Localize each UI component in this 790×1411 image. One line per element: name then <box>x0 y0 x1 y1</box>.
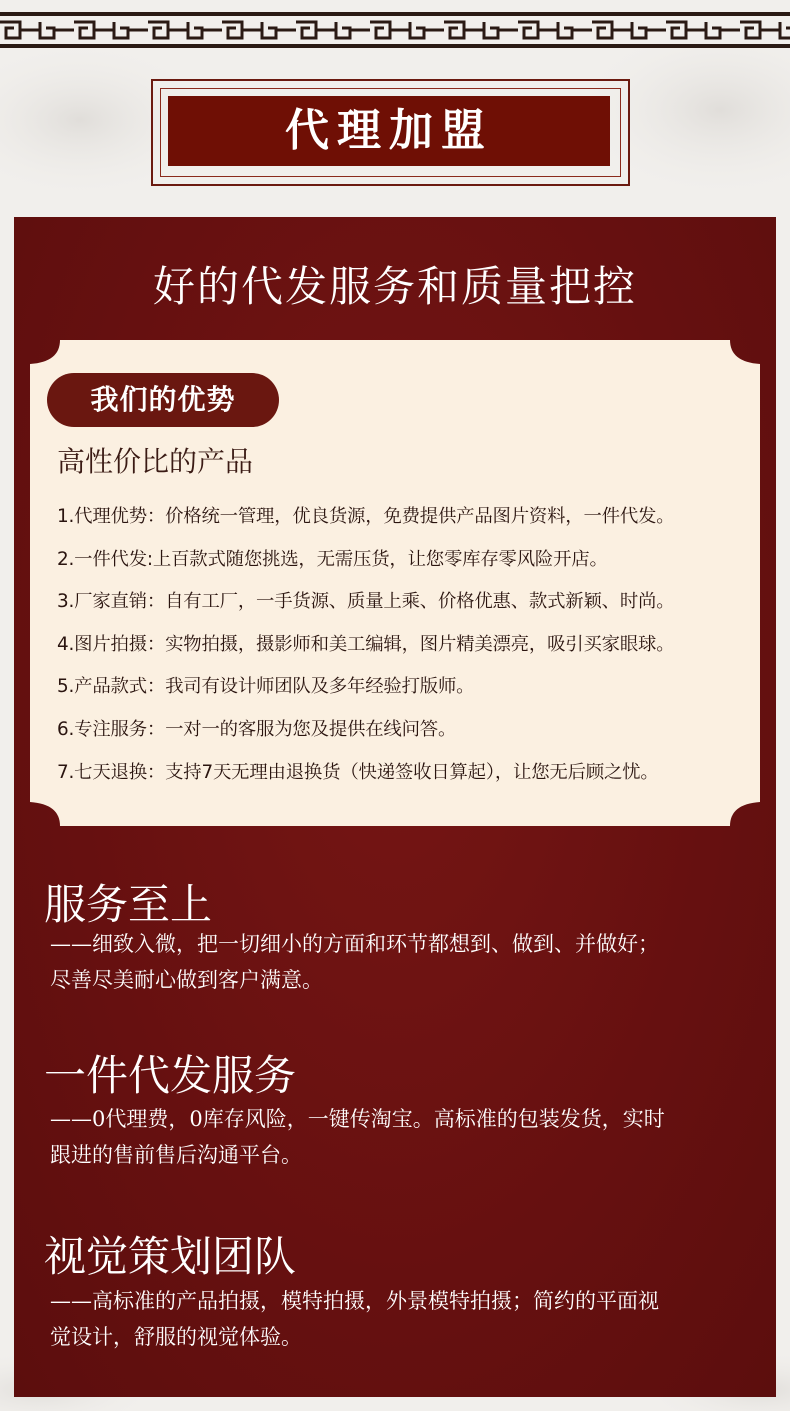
section-body <box>50 926 750 998</box>
section-line: ——0代理费，0库存风险，一键传淘宝。高标准的包装发货，实时 <box>50 1107 665 1131</box>
list-item: 1.代理优势：价格统一管理，优良货源，免费提供产品图片资料，一件代发。 <box>57 506 675 527</box>
list-item: 6.专注服务：一对一的客服为您及提供在线问答。 <box>57 718 457 740</box>
section-body <box>50 1101 750 1173</box>
panel-heading: 好的代发服务和质量把控 <box>152 262 637 311</box>
section-line: 尽善尽美耐心做到客户满意。 <box>50 968 323 992</box>
list-item: 2.一件代发:上百款式随您挑选，无需压货，让您零库存零风险开店。 <box>57 548 608 570</box>
section-title: 服务至上 <box>44 880 213 929</box>
page-title: 代理加盟 <box>168 96 610 166</box>
advantages-badge: 我们的优势 <box>47 373 279 427</box>
advantages-subtitle: 高性价比的产品 <box>57 445 254 478</box>
list-item: 7.七天退换：支持7天无理由退换货（快递签收日算起），让您无后顾之忧。 <box>57 761 659 783</box>
lattice-border <box>0 12 790 48</box>
list-item: 5.产品款式：我司有设计师团队及多年经验打版师。 <box>57 676 475 698</box>
section-line: 跟进的售前售后沟通平台。 <box>50 1143 302 1167</box>
section-title: 一件代发服务 <box>44 1051 297 1100</box>
section-line: 觉设计，舒服的视觉体验。 <box>50 1325 302 1349</box>
section-line: ——细致入微，把一切细小的方面和环节都想到、做到、并做好； <box>50 932 659 956</box>
section-title: 视觉策划团队 <box>44 1232 297 1281</box>
section-body <box>50 1283 750 1355</box>
list-item: 4.图片拍摄：实物拍摄，摄影师和美工编辑，图片精美漂亮，吸引买家眼球。 <box>57 633 675 655</box>
advantages-list <box>57 496 674 794</box>
section-line: ——高标准的产品拍摄，模特拍摄，外景模特拍摄；简约的平面视 <box>50 1289 659 1313</box>
list-item: 3.厂家直销：自有工厂，一手货源、质量上乘、价格优惠、款式新颖、时尚。 <box>57 591 675 613</box>
